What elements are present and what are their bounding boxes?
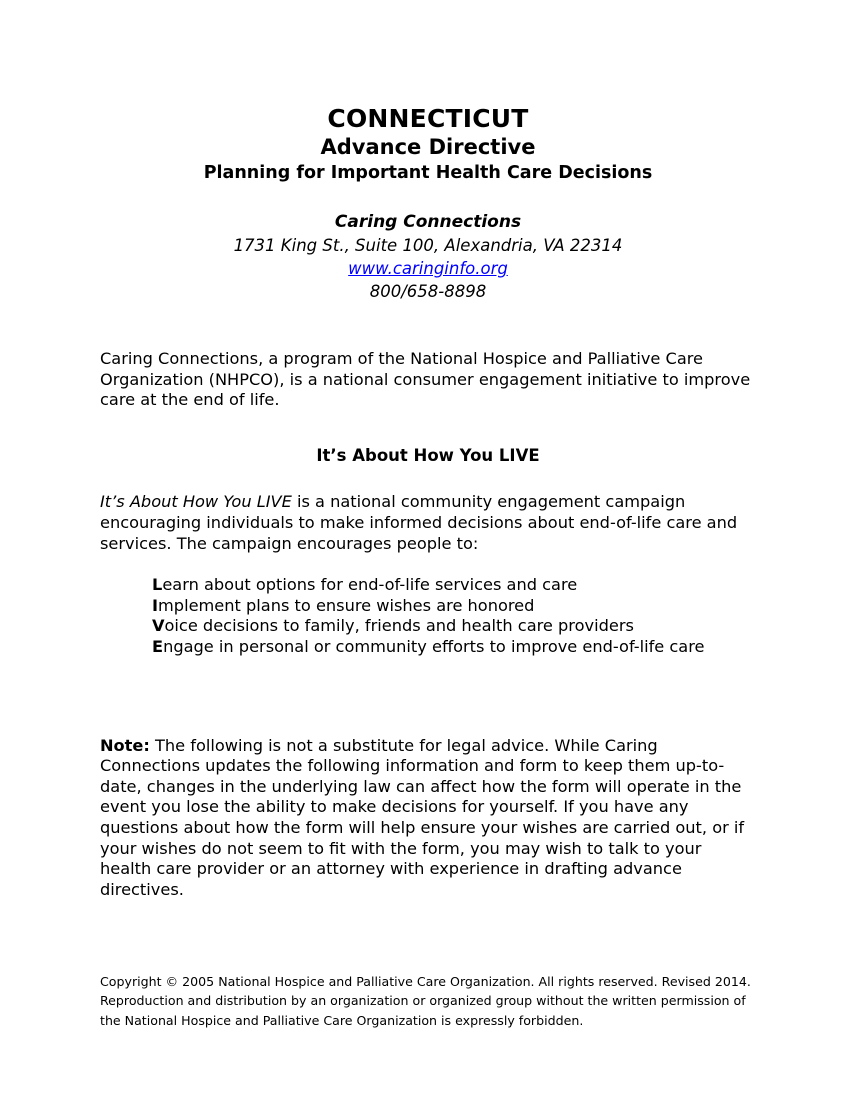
organization-phone: 800/658-8898	[369, 282, 487, 301]
page-subtitle: Planning for Important Health Care Decisions	[203, 163, 653, 183]
live-initial-letter: L	[152, 575, 163, 595]
organization-website-link[interactable]: www.caringinfo.org	[348, 259, 508, 278]
list-item	[152, 616, 756, 637]
organization-block	[100, 211, 756, 303]
live-initial-letter: I	[152, 595, 159, 615]
page-content	[100, 0, 756, 1042]
list-item	[152, 575, 756, 596]
live-initial-letter: V	[152, 616, 165, 636]
live-item-text: earn about options for end-of-life services and care	[162, 575, 578, 595]
live-item-text: mplement plans to ensure wishes are honored	[158, 595, 535, 615]
campaign-paragraph	[100, 492, 756, 554]
live-initial-letter: E	[152, 636, 164, 656]
list-item	[152, 596, 756, 617]
title-block	[100, 0, 756, 186]
list-item	[152, 637, 756, 658]
page-title-state: CONNECTICUT	[327, 104, 529, 133]
live-acronym-list	[100, 575, 756, 657]
campaign-italic-lead: It’s About How You LIVE	[100, 492, 292, 512]
note-label: Note:	[100, 735, 150, 755]
organization-address: 1731 King St., Suite 100, Alexandria, VA 22314	[233, 236, 623, 255]
note-paragraph	[100, 736, 756, 901]
copyright-notice: Copyright © 2005 National Hospice and Palliative Care Organization. All rights reserved. Revised 2014. Reproduction and distribution by an organization or organized group without the written permission of the National Hospice and Palliative Care Organization is expressly forbidden.	[100, 974, 751, 1028]
page-title-type: Advance Directive	[320, 135, 536, 159]
live-item-text: ngage in personal or community efforts to improve end-of-life care	[163, 636, 705, 656]
organization-website-line	[100, 257, 756, 280]
note-text: The following is not a substitute for legal advice. While Caring Connections updates the following information and form to keep them up-to-date, changes in the underlying law can affect how the form will operate in the event you lose the ability to make decisions for yourself. If you have any questions about how the form will help ensure your wishes are carried out, or if your wishes do not seem to fit with the form, you may wish to talk to your health care provider or an attorney with experience in drafting advance directives.	[100, 735, 745, 899]
organization-name: Caring Connections	[334, 212, 522, 232]
campaign-paragraph-rest: is a national community engagement campaign encouraging individuals to make informed decisions about end-of-life care and services. The campaign encourages people to:	[100, 492, 738, 553]
campaign-heading: It’s About How You LIVE	[316, 445, 540, 465]
live-item-text: oice decisions to family, friends and health care providers	[164, 616, 634, 636]
intro-paragraph: Caring Connections, a program of the National Hospice and Palliative Care Organization (NHPCO), is a national consumer engagement initiative to improve care at the end of life.	[100, 349, 751, 410]
